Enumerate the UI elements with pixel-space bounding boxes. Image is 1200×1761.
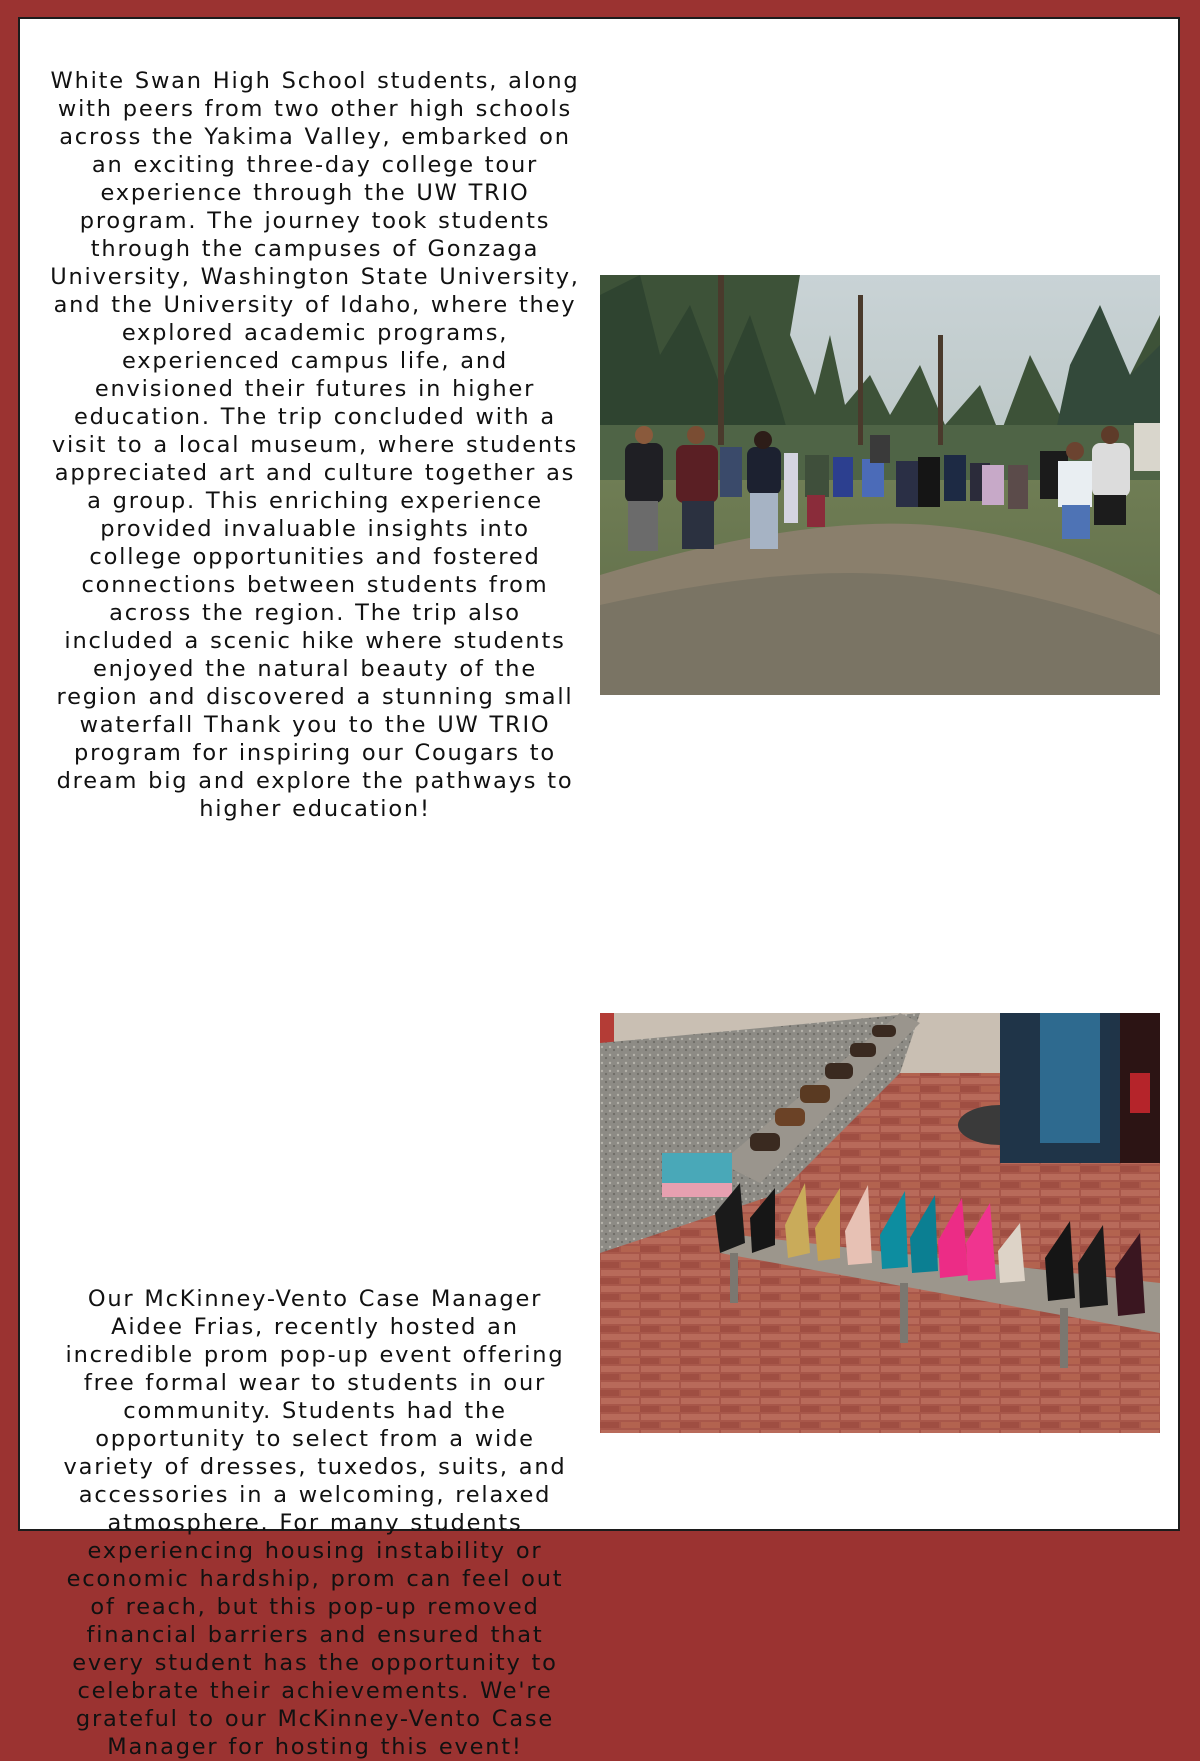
trio-college-tour-paragraph: White Swan High School students, along with peers from two other high schools across the Yakima Valley, embarked on an exciting three-day college tour experience through the UW TRIO program. The journey took students through the campuses of Gonzaga University, Washington State University, and the University of Idaho, where they explored academic programs, experienced campus life, and envisioned their futures in higher education. The trip concluded with a visit to a local museum, where students appreciated art and culture together as a group. This enriching experience provided invaluable insights into college opportunities and fostered connections between students from across the region. The trip also included a scenic hike where students enjoyed the natural beauty of the region and discovered a stunning small waterfall Thank you to the UW TRIO program for inspiring our Cougars to dream big and explore the pathways to higher education! <box>50 68 580 822</box>
college-tour-group-photo <box>600 275 1160 695</box>
prom-pop-up-paragraph: Our McKinney-Vento Case Manager Aidee Frias, recently hosted an incredible prom pop-up event offering free formal wear to students in our community. Students had the opportunity to select from a wide variety of dresses, tuxedos, suits, and accessories in a welcoming, relaxed atmosphere. For many students experiencing housing instability or economic hardship, prom can feel out of reach, but this pop-up removed financial barriers and ensured that every student has the opportunity to celebrate their achievements. We're grateful to our McKinney-Vento Case Manager for hosting this event! <box>63 1286 567 1760</box>
prom-pop-up-shoes-photo <box>600 1013 1160 1433</box>
newsletter-page <box>18 17 1180 1760</box>
